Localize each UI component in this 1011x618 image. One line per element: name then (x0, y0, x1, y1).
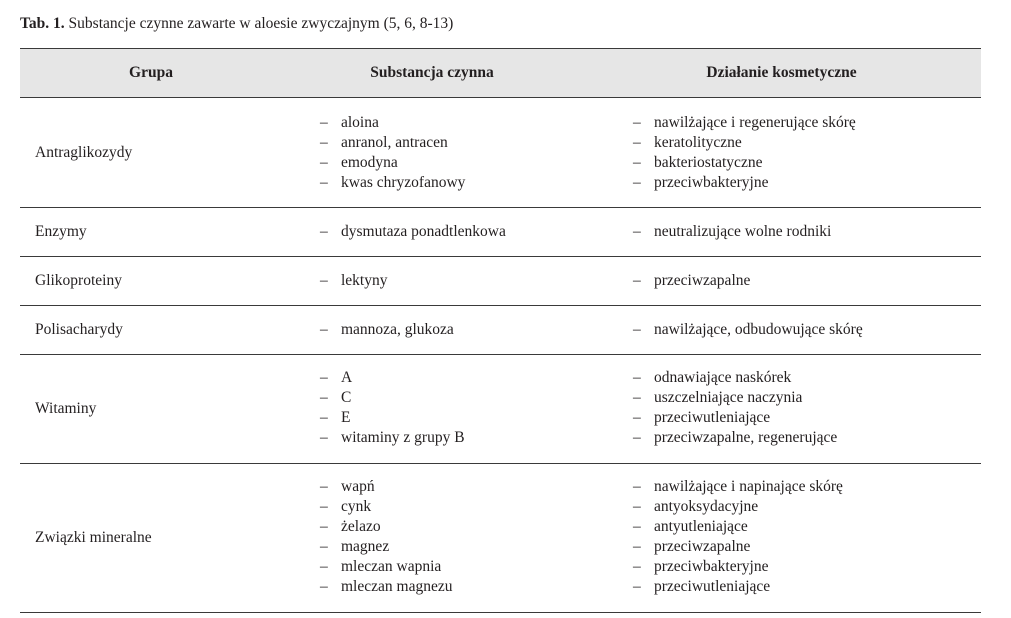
dash-marker: – (633, 558, 641, 575)
action-item (633, 368, 837, 388)
group-cell: Glikoproteiny (35, 272, 122, 289)
action-item (633, 428, 837, 448)
dash-marker: – (633, 409, 641, 426)
action-item-text: neutralizujące wolne rodniki (654, 223, 832, 240)
substance-item (320, 497, 452, 517)
dash-marker: – (320, 154, 328, 171)
action-item (633, 408, 837, 428)
dash-marker: – (633, 389, 641, 406)
substance-item-text: magnez (341, 538, 390, 555)
action-item-text: przeciwzapalne, regenerujące (654, 429, 838, 446)
dash-marker: – (320, 538, 328, 555)
table-row (20, 257, 981, 306)
substance-item (320, 153, 465, 173)
action-item (633, 271, 750, 291)
table-row (20, 98, 981, 208)
dash-marker: – (320, 114, 328, 131)
action-item (633, 517, 843, 537)
action-item-text: antyutleniające (654, 518, 748, 535)
substance-item-text: witaminy z grupy B (341, 429, 465, 446)
substance-item-text: żelazo (341, 518, 381, 535)
caption-label: Tab. 1. (20, 15, 65, 32)
dash-marker: – (633, 321, 641, 338)
action-item (633, 173, 856, 193)
action-item (633, 477, 843, 497)
action-item (633, 497, 843, 517)
dash-marker: – (320, 223, 328, 240)
action-item-text: nawilżające i napinające skórę (654, 478, 843, 495)
dash-marker: – (633, 134, 641, 151)
dash-marker: – (320, 498, 328, 515)
action-item (633, 557, 843, 577)
action-item (633, 537, 843, 557)
substance-item-text: anranol, antracen (341, 134, 448, 151)
substance-item-text: emodyna (341, 154, 398, 171)
substance-item (320, 577, 452, 597)
dash-marker: – (320, 321, 328, 338)
substance-item (320, 557, 452, 577)
dash-marker: – (633, 429, 641, 446)
substance-item (320, 537, 452, 557)
dash-marker: – (633, 154, 641, 171)
action-item-text: bakteriostatyczne (654, 154, 763, 171)
substance-item-text: E (341, 409, 351, 426)
caption-text: Substancje czynne zawarte w aloesie zwyczajnym (5, 6, 8-13) (64, 15, 454, 32)
table-row (20, 355, 981, 464)
substance-item (320, 320, 454, 340)
dash-marker: – (320, 389, 328, 406)
table-row (20, 306, 981, 355)
substance-item (320, 173, 465, 193)
actions-list (633, 368, 837, 448)
group-cell: Polisacharydy (35, 321, 123, 338)
action-item (633, 133, 856, 153)
actions-list (633, 320, 863, 340)
header-group: Grupa (129, 64, 173, 81)
dash-marker: – (320, 369, 328, 386)
substance-item-text: A (341, 369, 353, 386)
substance-item-text: lektyny (341, 272, 388, 289)
substance-item (320, 113, 465, 133)
dash-marker: – (633, 518, 641, 535)
action-item-text: uszczelniające naczynia (654, 389, 803, 406)
dash-marker: – (633, 498, 641, 515)
substance-item (320, 517, 452, 537)
actions-list (633, 222, 831, 242)
substances-list (320, 271, 388, 291)
substance-item-text: mannoza, glukoza (341, 321, 454, 338)
dash-marker: – (633, 478, 641, 495)
action-item-text: przeciwbakteryjne (654, 174, 769, 191)
table-body (20, 98, 981, 613)
dash-marker: – (320, 518, 328, 535)
dash-marker: – (633, 578, 641, 595)
action-item-text: przeciwbakteryjne (654, 558, 769, 575)
action-item (633, 388, 837, 408)
table-row (20, 208, 981, 257)
header-action: Działanie kosmetyczne (706, 64, 857, 81)
action-item (633, 153, 856, 173)
dash-marker: – (320, 578, 328, 595)
table-row (20, 464, 981, 613)
substance-item-text: dysmutaza ponadtlenkowa (341, 223, 506, 240)
substance-item-text: mleczan magnezu (341, 578, 453, 595)
action-item-text: nawilżające, odbudowujące skórę (654, 321, 863, 338)
group-cell: Enzymy (35, 223, 87, 240)
dash-marker: – (633, 223, 641, 240)
group-cell: Antraglikozydy (35, 143, 133, 161)
header-substance: Substancja czynna (370, 64, 494, 81)
substances-list (320, 320, 454, 340)
substance-item (320, 271, 388, 291)
action-item (633, 320, 863, 340)
action-item-text: przeciwutleniające (654, 409, 771, 426)
substance-item (320, 388, 465, 408)
action-item (633, 113, 856, 133)
action-item (633, 577, 843, 597)
substance-item-text: aloina (341, 114, 379, 131)
action-item-text: przeciwutleniające (654, 578, 771, 595)
substances-list (320, 113, 465, 193)
dash-marker: – (633, 272, 641, 289)
dash-marker: – (633, 114, 641, 131)
substance-item (320, 477, 452, 497)
dash-marker: – (320, 429, 328, 446)
action-item (633, 222, 831, 242)
dash-marker: – (633, 538, 641, 555)
table-caption (20, 14, 453, 34)
dash-marker: – (320, 174, 328, 191)
dash-marker: – (320, 409, 328, 426)
actions-list (633, 113, 856, 193)
table-header (20, 49, 981, 98)
substances-list (320, 477, 452, 597)
action-item-text: antyoksydacyjne (654, 498, 759, 515)
dash-marker: – (633, 174, 641, 191)
substances-list (320, 222, 506, 242)
actions-list (633, 477, 843, 597)
substance-item (320, 428, 465, 448)
actions-list (633, 271, 750, 291)
dash-marker: – (320, 558, 328, 575)
group-cell: Witaminy (35, 400, 97, 417)
substance-item-text: mleczan wapnia (341, 558, 442, 575)
group-cell: Związki mineralne (35, 529, 152, 546)
substance-item-text: cynk (341, 498, 372, 515)
substance-item (320, 408, 465, 428)
action-item-text: nawilżające i regenerujące skórę (654, 114, 856, 131)
active-substances-table (20, 48, 981, 613)
substance-item (320, 368, 465, 388)
action-item-text: przeciwzapalne (654, 538, 751, 555)
dash-marker: – (320, 478, 328, 495)
substance-item-text: C (341, 389, 352, 406)
action-item-text: przeciwzapalne (654, 272, 751, 289)
substance-item (320, 133, 465, 153)
dash-marker: – (320, 134, 328, 151)
substances-list (320, 368, 465, 448)
action-item-text: keratolityczne (654, 134, 742, 151)
substance-item (320, 222, 506, 242)
dash-marker: – (320, 272, 328, 289)
dash-marker: – (633, 369, 641, 386)
substance-item-text: kwas chryzofanowy (341, 174, 466, 191)
action-item-text: odnawiające naskórek (654, 369, 792, 386)
substance-item-text: wapń (341, 478, 375, 495)
